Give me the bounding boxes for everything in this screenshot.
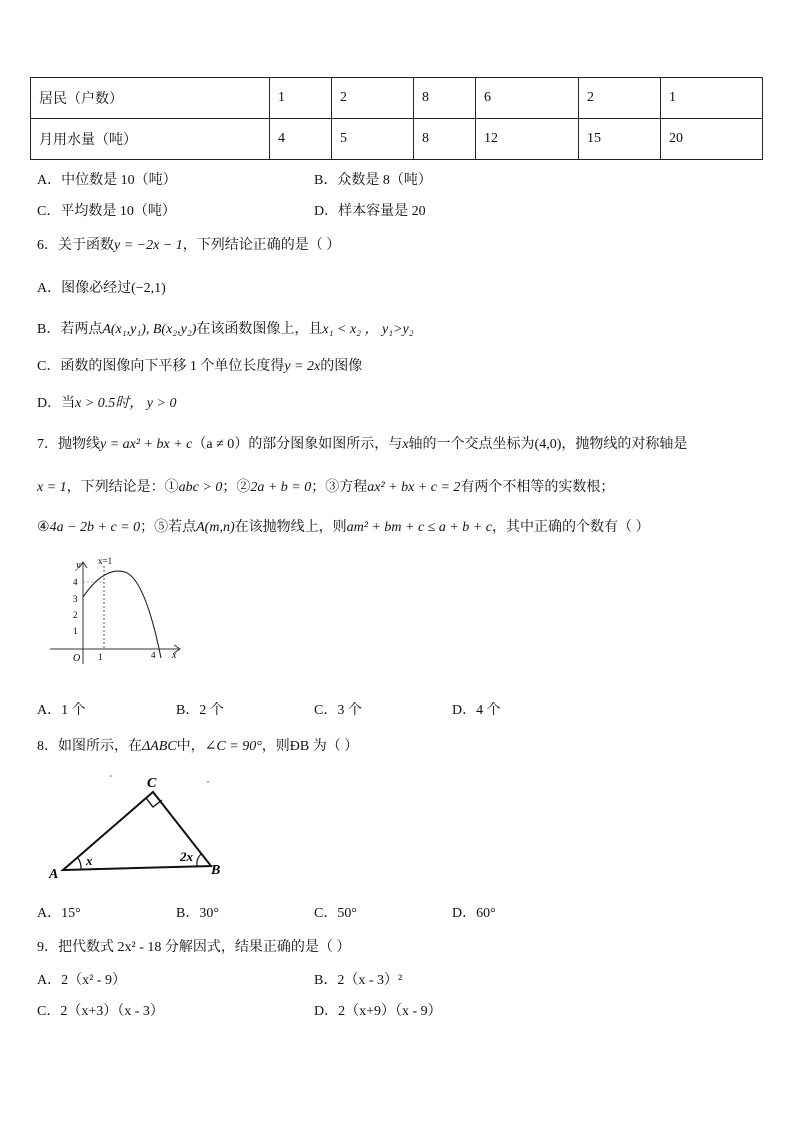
q6-option-b-mid: 在该函数图像上，且 xyxy=(196,322,323,337)
q6-option-b-cond: x₁ < x₂ ， y₁>y₂ xyxy=(322,322,414,337)
q6-option-d-text: D．当 xyxy=(37,396,76,411)
q8-text-mid: 中， xyxy=(176,739,205,754)
table-cell: 5 xyxy=(332,119,414,160)
q6-stem-text: 6．关于函数 xyxy=(37,238,114,253)
table-cell: 15 xyxy=(579,119,661,160)
table-cell: 8 xyxy=(414,78,476,119)
q8-option-c: C．50° xyxy=(314,906,357,921)
q7-text-mid: 在该抛物线上，则 xyxy=(234,520,347,535)
q8-angle: ∠C = 90° xyxy=(204,739,262,754)
symmetry-axis-label: x=1 xyxy=(98,556,113,566)
table-cell: 8 xyxy=(414,119,476,160)
q8-option-d: D．60° xyxy=(452,906,496,921)
q6-stem xyxy=(37,234,340,254)
q7-text: 7．抛物线 xyxy=(37,437,100,452)
y-tick-label: 4 xyxy=(73,577,78,587)
q6-option-d-formula: x > 0.5时， y > 0 xyxy=(75,396,177,411)
table-cell: 4 xyxy=(270,119,332,160)
q6-option-c-formula: y = 2x xyxy=(284,359,321,374)
table-row xyxy=(31,119,763,160)
table-cell: 1 xyxy=(270,78,332,119)
water-usage-table xyxy=(30,77,763,160)
table-cell: 6 xyxy=(476,78,579,119)
q7-point-a: A(m,n) xyxy=(196,520,235,535)
q8-triangle: ΔABC xyxy=(142,739,177,754)
table-cell: 20 xyxy=(661,119,763,160)
q7-option-c: C．3 个 xyxy=(314,703,362,718)
vertex-b-label: B xyxy=(211,863,221,878)
origin-label: O xyxy=(73,653,81,664)
q7-conclusion-5: am² + bm + c ≤ a + b + c xyxy=(346,520,492,535)
q7-axis-formula: x = 1 xyxy=(37,480,67,495)
q6-option-d xyxy=(37,392,176,412)
q7-sep: ；③方程 xyxy=(311,480,368,495)
q8-stem xyxy=(37,735,358,755)
angle-b-label: 2x xyxy=(180,849,193,864)
q9-option-d: D．2（x+9）（x - 9） xyxy=(314,1004,442,1019)
stray-dot xyxy=(110,775,112,777)
q8-text-post: ，则ÐB 为（ ） xyxy=(261,739,359,754)
q7-cond: （a ≠ 0） xyxy=(192,437,249,452)
q6-option-c-post: 的图像 xyxy=(320,359,363,374)
q6-option-a xyxy=(37,277,166,297)
q7-text-mid: 的部分图象如图所示，与 xyxy=(248,437,403,452)
q6-stem-text-post: ，下列结论正确的是（ ） xyxy=(182,238,341,253)
q6-option-b-formula: A(x₁,y₁), B(x₂,y₂) xyxy=(102,322,197,337)
q5-option-a: A．中位数是 10（吨） xyxy=(37,173,177,188)
q7-text-post: ，抛物线的对称轴是 xyxy=(561,437,688,452)
q8-option-a: A．15° xyxy=(37,906,81,921)
q9-option-b: B．2（x - 3）² xyxy=(314,973,403,988)
parabola-curve xyxy=(83,571,161,658)
q7-conclusion-3: ax² + bx + c = 2 xyxy=(367,480,461,495)
q5-option-c: C．平均数是 10（吨） xyxy=(37,204,176,219)
row-header: 居民（户数） xyxy=(31,78,270,119)
angle-b-arc xyxy=(197,854,201,866)
q7-sep: ；② xyxy=(222,480,251,495)
q6-formula: y = −2x − 1 xyxy=(114,238,183,253)
q7-text-post: 有两个不相等的实数根； xyxy=(460,480,615,495)
q7-option-b: B．2 个 xyxy=(176,703,224,718)
vertex-c-label: C xyxy=(147,776,157,791)
q7-conclusion-2: 2a + b = 0 xyxy=(250,480,312,495)
x-tick-label: 4 xyxy=(151,650,156,660)
q6-option-c-text: C．函数的图像向下平移 1 个单位长度得 xyxy=(37,359,285,374)
q7-option-d: D．4 个 xyxy=(452,703,501,718)
q6-option-a-formula: (−2,1) xyxy=(131,281,166,296)
q9-option-a: A．2（x² - 9） xyxy=(37,973,126,988)
parabola-graph xyxy=(40,552,190,672)
q7-conclusion-4: 4a − 2b + c = 0 xyxy=(49,520,141,535)
x-tick-label: 1 xyxy=(98,652,103,662)
table-cell: 2 xyxy=(579,78,661,119)
table-cell: 12 xyxy=(476,119,579,160)
q9-option-c: C．2（x+3）（x - 3） xyxy=(37,1004,164,1019)
table-cell: 1 xyxy=(661,78,763,119)
q5-option-b: B．众数是 8（吨） xyxy=(314,173,432,188)
q7-stem-line-3 xyxy=(37,516,649,536)
angle-a-arc xyxy=(78,858,81,869)
y-axis-label: y xyxy=(76,560,81,571)
q7-sep: ；⑤若点 xyxy=(140,520,197,535)
stray-dot xyxy=(207,781,209,783)
y-tick-label: 1 xyxy=(73,626,78,636)
q7-text-mid2: 轴的一个交点坐标为 xyxy=(408,437,535,452)
q7-stem-line-2 xyxy=(37,476,614,496)
q7-x-symbol: x xyxy=(402,437,409,452)
triangle-figure xyxy=(45,770,230,885)
q7-text: ，下列结论是：① xyxy=(66,480,179,495)
x-axis-label: x xyxy=(172,650,177,661)
q6-option-b xyxy=(37,318,414,338)
q7-formula: y = ax² + bx + c xyxy=(100,437,193,452)
y-tick-label: 2 xyxy=(73,610,78,620)
table-row xyxy=(31,78,763,119)
vertex-a-label: A xyxy=(49,867,59,882)
q8-option-b: B．30° xyxy=(176,906,219,921)
q7-stem-line-1 xyxy=(37,433,687,453)
q7-conclusion-1: abc > 0 xyxy=(178,480,223,495)
q8-text: 8．如图所示，在 xyxy=(37,739,142,754)
y-tick-label: 3 xyxy=(73,594,78,604)
q7-option-a: A．1 个 xyxy=(37,703,86,718)
q5-option-d: D．样本容量是 20 xyxy=(314,204,426,219)
q6-option-c xyxy=(37,355,362,375)
q6-option-a-text: A．图像必经过 xyxy=(37,281,132,296)
row-header: 月用水量（吨） xyxy=(31,119,270,160)
q9-stem: 9．把代数式 2x² - 18 分解因式，结果正确的是（ ） xyxy=(37,940,351,955)
angle-a-label: x xyxy=(86,853,93,868)
q7-point: (4,0) xyxy=(534,437,562,452)
table-cell: 2 xyxy=(332,78,414,119)
q6-option-b-text: B．若两点 xyxy=(37,322,103,337)
q7-text-post: ，其中正确的个数有（ ） xyxy=(491,520,650,535)
q7-text: ④ xyxy=(37,520,50,535)
